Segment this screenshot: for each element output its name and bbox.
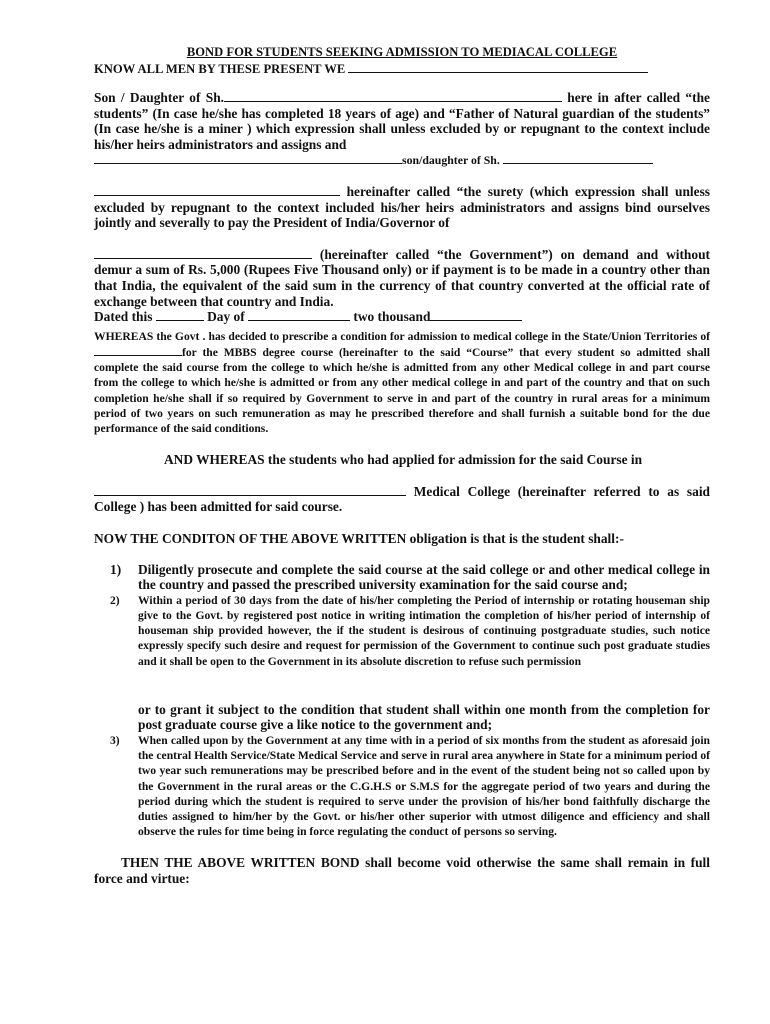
or-to-grant-paragraph: or to grant it subject to the condition that student shall within one month from the completion for post graduate course give a like notice to the government and;: [138, 701, 710, 733]
month-blank[interactable]: [248, 309, 350, 321]
son-daughter-of-text: son/daughter of Sh.: [402, 153, 500, 168]
government-text: (hereinafter called “the Government”) on demand and without demur a sum of Rs. 5,000 (Rupees Five Thousand only) or if payment is to be made in a country other than that India, the equivalent of the said sum in the currency of that country converted at the official rate of exchange between that country and India.: [94, 246, 710, 309]
know-all-men-text: KNOW ALL MEN BY THESE PRESENT WE: [94, 62, 346, 76]
surety-paragraph: [94, 184, 710, 231]
condition-item-2: [94, 593, 710, 669]
state-territory-blank[interactable]: [94, 344, 182, 356]
bond-document: [94, 44, 710, 887]
conditions-list-continued: [94, 733, 710, 839]
and-whereas-paragraph: AND WHEREAS the students who had applied for admission for the said Course in: [164, 452, 643, 468]
surety-name-blank[interactable]: [94, 184, 340, 196]
son-daughter-start: Son / Daughter of Sh.: [94, 90, 224, 105]
whereas-rest: for the MBBS degree course (hereinafter to the said “Course” that every student so admitted shall complete the said course from the college to which he/she is admitted from any other Medical college in and part course from the college to which he/she is admitted or from any other medical college in and part of the country and that on such completion he/she shall if so required by Government to serve in and part of the country in rural areas for a minimum period of two years on such remuneration as may he prescribed therefore and shall furnish a suitable bond for the due performance of the said conditions.: [94, 345, 710, 435]
conditions-list: [94, 562, 710, 669]
condition-item-3: [94, 733, 710, 839]
son-daughter-paragraph: [94, 90, 710, 169]
surety-text: hereinafter called “the surety (which expression shall unless excluded by repugnant to the context included his/her heirs administrators and assigns bind ourselves jointly and severally to pay the President of India/Governor of: [94, 183, 710, 231]
condition-number: 1): [110, 561, 122, 577]
guardian-name-blank[interactable]: [94, 152, 402, 164]
state-name-blank[interactable]: [94, 247, 312, 259]
now-condition-heading: NOW THE CONDITON OF THE ABOVE WRITTEN obligation is that is the student shall:-: [94, 530, 624, 546]
day-of-text: Day of: [203, 309, 249, 325]
guardian-father-blank[interactable]: [503, 152, 653, 164]
condition-item-1: [94, 562, 710, 593]
year-blank[interactable]: [430, 309, 522, 321]
condition-number: 3): [110, 733, 120, 747]
college-name-blank[interactable]: [94, 484, 406, 496]
condition-text: Within a period of 30 days from the date of his/her completing the Period of internship or rotating houseman ship give to the Govt. by registered post notice in writing intimation the completion of his/her period of internship of houseman ship provided however, the if the student is desirous of continuing postgraduate studies, such notice expressly specify such desire and request for permission of the Government to continue such post graduate studies and it shall be open to the Government in its absolute discretion to refuse such permission: [138, 593, 710, 668]
whereas-paragraph: [94, 329, 710, 436]
names-blank[interactable]: [348, 61, 648, 73]
two-thousand-text: two thousand: [350, 309, 431, 325]
condition-text: When called upon by the Government at any time with in a period of six months from the student as aforesaid join the central Health Service/State Medical Service and serve in rural area anywhere in State for a minimum period of two year such remunerations may be prescribed before and in the event of the student being not so called upon by the Government in the rural areas or the C.G.H.S or S.M.S for the aggregate period of two years and during the period during which the student is required to serve under the provision of his/her bond faithfully discharge the duties assigned to him/her by the Govt. or his/her other superior with utmost diligence and efficiency and shall observe the rules for time being in force regulating the conduct of persons so serving.: [138, 733, 710, 839]
son-daughter-text: here in after called “the students” (In case he/she has completed 18 years of age) and “Father of Natural guardian of the students” (In case he/she is a miner ) which expression shall unless excluded by or repugnant to the context include his/her heirs administrators and assigns and: [94, 90, 710, 152]
government-paragraph: [94, 247, 710, 325]
date-blank[interactable]: [156, 309, 204, 321]
dated-this-text: Dated this: [94, 309, 156, 325]
medical-college-text: Medical College (hereinafter referred to as said College ) has been admitted for said course.: [94, 483, 710, 515]
condition-number: 2): [110, 593, 120, 607]
then-paragraph: THEN THE ABOVE WRITTEN BOND shall become void otherwise the same shall remain in full force and virtue:: [94, 855, 710, 886]
document-title: BOND FOR STUDENTS SEEKING ADMISSION TO MEDIACAL COLLEGE: [186, 45, 618, 59]
know-all-men-line: [94, 61, 710, 77]
father-name-blank[interactable]: [224, 90, 562, 102]
condition-text: Diligently prosecute and complete the said course at the said college or and other medical college in the country and passed the prescribed university examination for the said course and;: [138, 561, 710, 593]
whereas-start: WHEREAS the Govt . has decided to prescribe a condition for admission to medical college in the State/Union Territories of: [94, 329, 710, 343]
medical-college-paragraph: [94, 484, 710, 515]
